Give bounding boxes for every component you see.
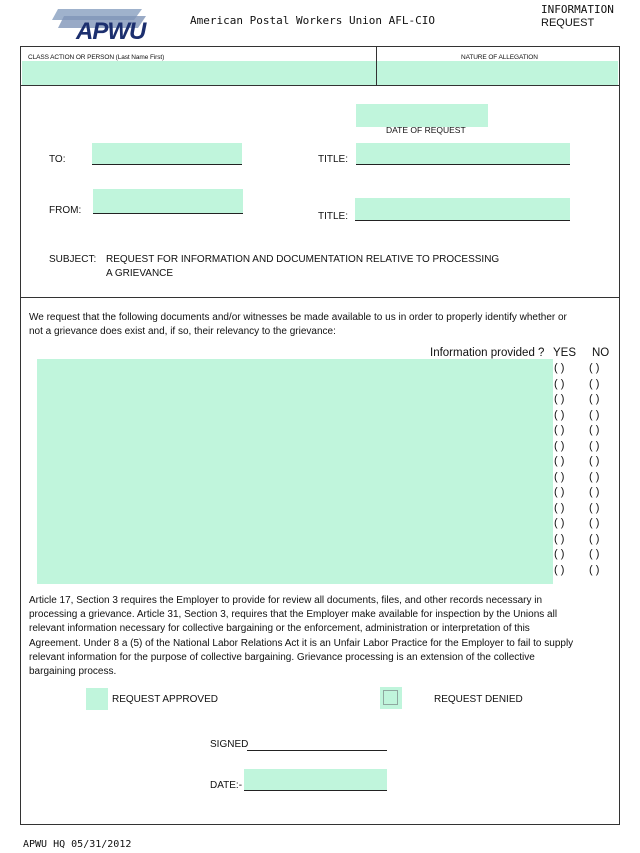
- class-action-label: CLASS ACTION OR PERSON (Last Name First): [28, 54, 165, 61]
- info-provided-label: Information provided ?: [430, 347, 545, 359]
- title-label-from: TITLE:: [318, 211, 349, 222]
- top-row-bottom-line: [21, 85, 619, 86]
- yes-checkbox[interactable]: ( ): [554, 362, 565, 374]
- to-title-field[interactable]: [356, 143, 570, 165]
- signed-date-field[interactable]: [244, 769, 387, 791]
- nature-of-allegation-label: NATURE OF ALLEGATION: [461, 54, 538, 61]
- subject-line2: A GRIEVANCE: [106, 268, 174, 279]
- request-denied-label: REQUEST DENIED: [434, 694, 523, 705]
- to-field[interactable]: [92, 143, 242, 165]
- to-label: TO:: [49, 154, 66, 165]
- yes-checkbox[interactable]: ( ): [554, 486, 565, 498]
- date-label: DATE:-: [210, 780, 243, 791]
- yes-checkbox[interactable]: ( ): [554, 548, 565, 560]
- article-line: relevant information for the purpose of collective bargaining. Grievance processing is an extension of the collective: [29, 651, 535, 663]
- yes-checkbox-column: [554, 362, 578, 579]
- yes-checkbox[interactable]: ( ): [554, 470, 565, 483]
- address-section-bottom-line: [21, 297, 619, 298]
- no-checkbox[interactable]: ( ): [589, 424, 600, 436]
- no-label: NO: [592, 347, 610, 359]
- request-intro-line2: not a grievance does exist and, if so, their relevancy to the grievance:: [29, 326, 336, 337]
- no-checkbox[interactable]: ( ): [589, 377, 600, 390]
- from-title-field[interactable]: [355, 198, 570, 221]
- nature-of-allegation-field[interactable]: [377, 61, 618, 85]
- subject-line1: REQUEST FOR INFORMATION AND DOCUMENTATION RELATIVE TO PROCESSING: [106, 254, 500, 265]
- yes-checkbox[interactable]: ( ): [554, 455, 565, 467]
- yes-checkbox[interactable]: ( ): [554, 393, 565, 405]
- no-checkbox[interactable]: ( ): [589, 393, 600, 405]
- yes-checkbox[interactable]: ( ): [554, 532, 565, 545]
- yes-checkbox[interactable]: ( ): [554, 408, 565, 421]
- request-approved-label: REQUEST APPROVED: [112, 694, 218, 705]
- article-paragraph: [29, 594, 614, 679]
- yes-checkbox[interactable]: ( ): [554, 377, 565, 390]
- no-checkbox[interactable]: ( ): [589, 439, 600, 452]
- yes-label: YES: [553, 347, 577, 359]
- form-title-line2: REQUEST: [541, 17, 595, 29]
- date-of-request-label: DATE OF REQUEST: [386, 125, 466, 135]
- yes-checkbox[interactable]: ( ): [554, 517, 565, 529]
- no-checkbox-column: [589, 362, 613, 579]
- org-name: American Postal Workers Union AFL-CIO: [190, 14, 436, 27]
- from-label: FROM:: [49, 205, 82, 216]
- no-checkbox[interactable]: ( ): [589, 362, 600, 374]
- no-checkbox[interactable]: ( ): [589, 486, 600, 498]
- signed-label: SIGNED: [210, 739, 249, 750]
- article-line: relevant information necessary for collective bargaining or the enforcement, administration or interpretation of this: [29, 623, 530, 635]
- title-label-to: TITLE:: [318, 154, 349, 165]
- yes-checkbox[interactable]: ( ): [554, 563, 565, 576]
- article-line: processing a grievance. Article 31, Section 3, requires that the Employer make available for inspection by the Unions all: [29, 609, 558, 621]
- date-of-request-field[interactable]: [356, 104, 488, 127]
- no-checkbox[interactable]: ( ): [589, 501, 600, 514]
- class-action-field[interactable]: [22, 61, 376, 85]
- apwu-logo-text: APWU: [76, 18, 146, 45]
- from-field[interactable]: [93, 189, 243, 214]
- article-line: Article 17, Section 3 requires the Employer to provide for review all documents, files, and other records necessary in: [29, 595, 543, 606]
- apwu-logo: [50, 6, 148, 45]
- article-line: bargaining process.: [29, 666, 117, 678]
- no-checkbox[interactable]: ( ): [589, 532, 600, 545]
- no-checkbox[interactable]: ( ): [589, 517, 600, 529]
- form-title-line1: INFORMATION: [541, 3, 614, 16]
- no-checkbox[interactable]: ( ): [589, 470, 600, 483]
- no-checkbox[interactable]: ( ): [589, 548, 600, 560]
- no-checkbox[interactable]: ( ): [589, 408, 600, 421]
- request-approved-checkbox[interactable]: [86, 688, 108, 710]
- yes-checkbox[interactable]: ( ): [554, 424, 565, 436]
- signed-field[interactable]: [247, 737, 387, 751]
- requested-items-field[interactable]: [37, 359, 553, 584]
- yes-checkbox[interactable]: ( ): [554, 439, 565, 452]
- request-intro-line1: We request that the following documents and/or witnesses be made available to us in order to properly identify whether or: [29, 312, 567, 323]
- footer-text: APWU HQ 05/31/2012: [23, 839, 132, 850]
- subject-label: SUBJECT:: [49, 254, 97, 265]
- request-denied-checkbox[interactable]: [380, 687, 402, 709]
- no-checkbox[interactable]: ( ): [589, 563, 600, 576]
- no-checkbox[interactable]: ( ): [589, 455, 600, 467]
- article-line: Agreement. Under 8 a (5) of the National Labor Relations Act it is an Unfair Labor Practice for the Employer to fail to supply: [29, 637, 574, 649]
- yes-checkbox[interactable]: ( ): [554, 501, 565, 514]
